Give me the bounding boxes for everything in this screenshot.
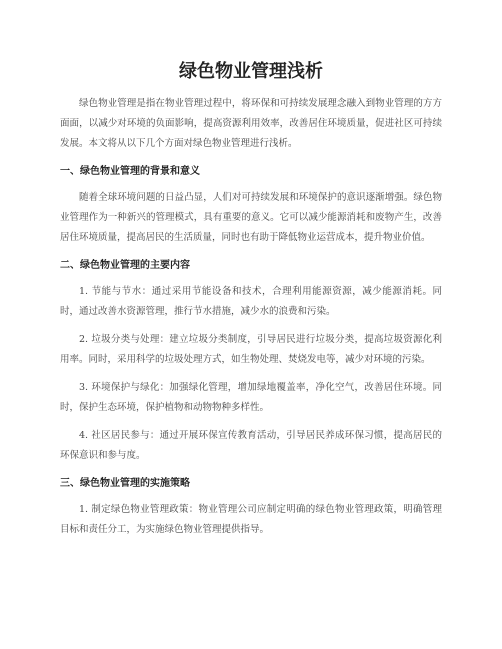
section-paragraph: 4. 社区居民参与：通过开展环保宣传教育活动，引导居民养成环保习惯，提高居民的环保意识和参与度。 [60,430,442,461]
section-background [60,162,442,248]
intro-paragraph: 绿色物业管理是指在物业管理过程中，将环保和可持续发展理念融入到物业管理的方方面面，以减少对环境的负面影响，提高资源利用效率，改善居住环境质量，促进社区可持续发展。本文将从以下几个方面对绿色物业管理进行浅析。 [60,98,442,149]
section-paragraph: 1. 节能与节水：通过采用节能设备和技术，合理利用能源资源，减少能源消耗。同时，通过改善水资源管理，推行节水措施，减少水的浪费和污染。 [60,286,442,317]
document-title: 绿色物业管理浅析 [179,61,323,82]
section-paragraph: 3. 环境保护与绿化：加强绿化管理，增加绿地覆盖率，净化空气，改善居住环境。同时，保护生态环境，保护植物和动物物种多样性。 [60,382,442,413]
section-heading: 三、绿色物业管理的实施策略 [60,478,190,489]
section-main-content [60,256,442,466]
section-heading: 二、绿色物业管理的主要内容 [60,260,190,271]
section-paragraph: 随着全球环境问题的日益凸显，人们对可持续发展和环境保护的意识逐渐增强。绿色物业管理作为一种新兴的管理模式，具有重要的意义。它可以减少能源消耗和废物产生，改善居住环境质量，提高居民的生活质量，同时也有助于降低物业运营成本，提升物业价值。 [60,192,442,243]
section-paragraph: 2. 垃圾分类与处理：建立垃圾分类制度，引导居民进行垃圾分类，提高垃圾资源化利用率。同时，采用科学的垃圾处理方式，如生物处理、焚烧发电等，减少对环境的污染。 [60,334,442,365]
section-strategy [60,474,442,540]
section-heading: 一、绿色物业管理的背景和意义 [60,166,200,177]
section-paragraph: 1. 制定绿色物业管理政策：物业管理公司应制定明确的绿色物业管理政策，明确管理目标和责任分工，为实施绿色物业管理提供指导。 [60,504,442,535]
